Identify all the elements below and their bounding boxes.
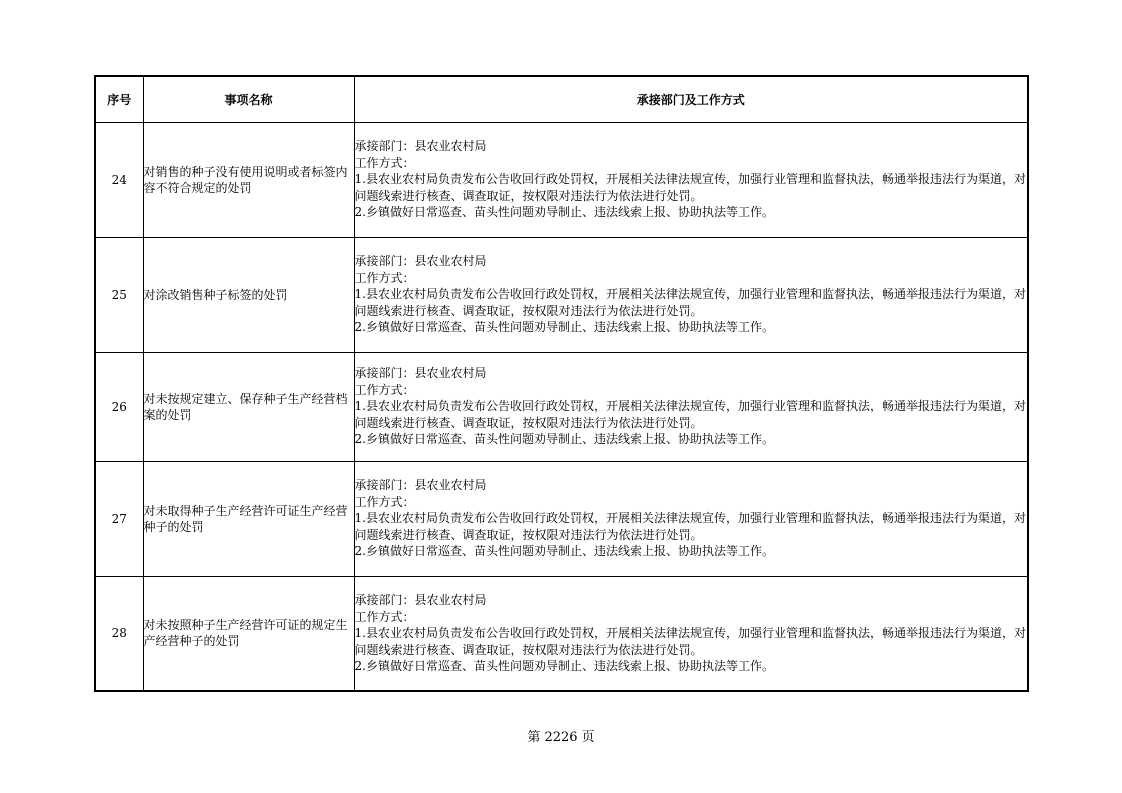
row-number: 25 — [95, 237, 143, 352]
method-item-2: 2.乡镇做好日常巡查、苗头性问题劝导制止、违法线索上报、协助执法等工作。 — [354, 544, 774, 559]
table-row — [95, 576, 1028, 691]
header-num: 序号 — [95, 76, 143, 122]
item-name: 对销售的种子没有使用说明或者标签内容不符合规定的处罚 — [143, 122, 354, 237]
method-item-1: 1.县农业农村局负责发布公告收回行政处罚权，开展相关法律法规宣传，加强行业管理和监督执法，畅通举报违法行为渠道，对问题线索进行核查、调查取证，按权限对违法行为依法进行处罚。 — [354, 172, 1026, 203]
table-row — [95, 461, 1028, 576]
row-number: 26 — [95, 352, 143, 461]
dept-method-cell — [354, 237, 1028, 352]
header-row — [95, 76, 1028, 122]
row-number: 24 — [95, 122, 143, 237]
header-dept: 承接部门及工作方式 — [354, 76, 1028, 122]
dept-line: 承接部门：县农业农村局 — [354, 593, 487, 607]
page-number: 第 2226 页 — [527, 730, 595, 745]
method-item-2: 2.乡镇做好日常巡查、苗头性问题劝导制止、违法线索上报、协助执法等工作。 — [354, 432, 774, 447]
item-name: 对未按照种子生产经营许可证的规定生产经营种子的处罚 — [143, 576, 354, 691]
table-row — [95, 122, 1028, 237]
method-label: 工作方式： — [354, 382, 415, 397]
method-item-2: 2.乡镇做好日常巡查、苗头性问题劝导制止、违法线索上报、协助执法等工作。 — [354, 205, 774, 220]
method-label: 工作方式： — [354, 494, 415, 509]
dept-method-cell — [354, 576, 1028, 691]
method-label: 工作方式： — [354, 155, 415, 170]
dept-line: 承接部门：县农业农村局 — [354, 254, 487, 269]
dept-line: 承接部门：县农业农村局 — [354, 478, 487, 493]
header-name: 事项名称 — [143, 76, 354, 122]
row-number: 28 — [95, 576, 143, 691]
method-item-1: 1.县农业农村局负责发布公告收回行政处罚权，开展相关法律法规宣传，加强行业管理和监督执法，畅通举报违法行为渠道，对问题线索进行核查、调查取证，按权限对违法行为依法进行处罚。 — [354, 511, 1026, 542]
items-table — [94, 75, 1029, 692]
item-name: 对未取得种子生产经营许可证生产经营种子的处罚 — [143, 461, 354, 576]
row-number: 27 — [95, 461, 143, 576]
dept-method-cell — [354, 352, 1028, 461]
method-item-1: 1.县农业农村局负责发布公告收回行政处罚权，开展相关法律法规宣传，加强行业管理和监督执法，畅通举报违法行为渠道，对问题线索进行核查、调查取证，按权限对违法行为依法进行处罚。 — [354, 626, 1026, 657]
dept-method-cell — [354, 461, 1028, 576]
table-row — [95, 237, 1028, 352]
dept-method-cell — [354, 122, 1028, 237]
table-row — [95, 352, 1028, 461]
method-item-2: 2.乡镇做好日常巡查、苗头性问题劝导制止、违法线索上报、协助执法等工作。 — [354, 659, 774, 673]
dept-line: 承接部门：县农业农村局 — [354, 139, 487, 154]
method-item-2: 2.乡镇做好日常巡查、苗头性问题劝导制止、违法线索上报、协助执法等工作。 — [354, 320, 774, 335]
item-name: 对涂改销售种子标签的处罚 — [143, 237, 354, 352]
method-label: 工作方式： — [354, 270, 415, 285]
method-item-1: 1.县农业农村局负责发布公告收回行政处罚权，开展相关法律法规宣传，加强行业管理和监督执法，畅通举报违法行为渠道，对问题线索进行核查、调查取证，按权限对违法行为依法进行处罚。 — [354, 399, 1026, 430]
method-label: 工作方式： — [354, 609, 415, 624]
dept-line: 承接部门：县农业农村局 — [354, 366, 487, 381]
method-item-1: 1.县农业农村局负责发布公告收回行政处罚权，开展相关法律法规宣传，加强行业管理和监督执法，畅通举报违法行为渠道，对问题线索进行核查、调查取证，按权限对违法行为依法进行处罚。 — [354, 287, 1026, 318]
item-name: 对未按规定建立、保存种子生产经营档案的处罚 — [143, 352, 354, 461]
